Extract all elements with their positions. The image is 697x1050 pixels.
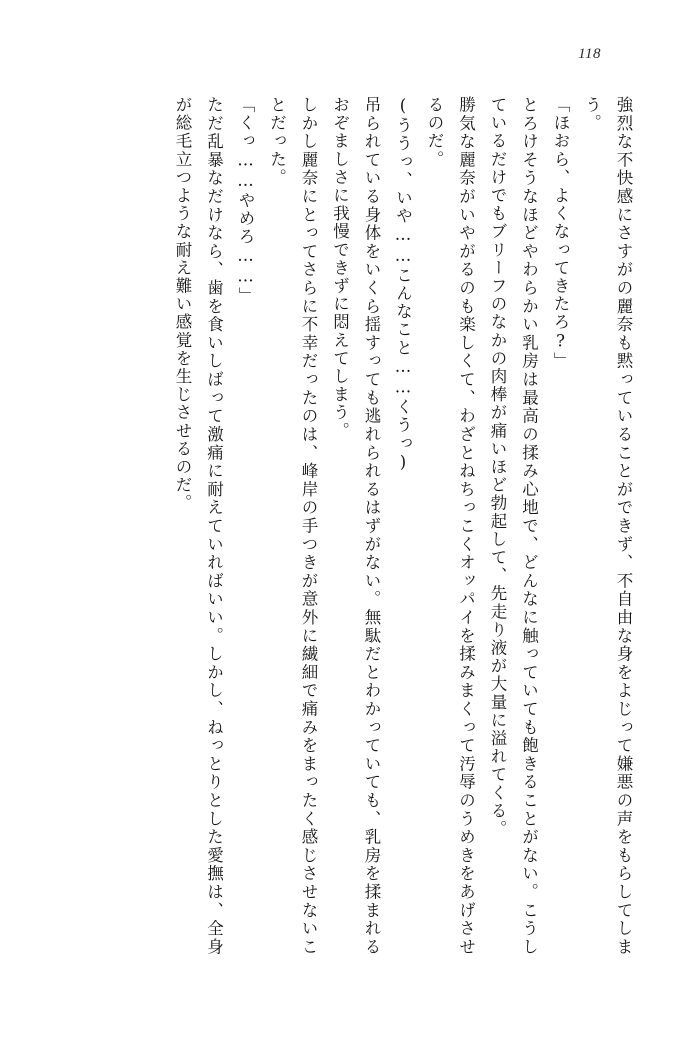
page-body-text: [58, 96, 639, 956]
paragraph: 吊られている身体をいくら揺すっても逃れられるはずがない。無駄だとわかっていても、乳房を揉まれるおぞましさに我慢できずに悶えてしまう。: [330, 96, 381, 956]
paragraph: ただ乱暴なだけなら、歯を食いしばって激痛に耐えていればいい。しかし、ねっとりとした愛撫は、全身が総毛立つような耐え難い感覚を生じさせるのだ。: [173, 96, 224, 956]
page-number: 118: [578, 46, 601, 62]
paragraph: (ううっ、いや……こんなこと……くうっ): [393, 96, 413, 473]
paragraph: 「ほおら、よくなってきたろ?」: [551, 96, 570, 370]
paragraph: 強烈な不快感にさすがの麗奈も黙っていることができず、不自由な身をよじって嫌悪の声をもらしてしまう。: [582, 96, 633, 956]
paragraph: とろけそうなほどやわらかい乳房は最高の揉み心地で、どんなに触っていても飽きることがない。こうしているだけでもブリーフのなかの肉棒が痛いほど勃起して、先走り液が大量に溢れてくる。: [488, 96, 539, 956]
paragraph: 勝気な麗奈がいやがるのも楽しくて、わざとねちっこくオッパイを揉みまくって汚辱のうめきをあげさせるのだ。: [425, 96, 476, 956]
paragraph: しかし麗奈にとってさらに不幸だったのは、峰岸の手つきが意外に繊細で痛みをまったく感じさせないことだった。: [267, 96, 318, 956]
paragraph: 「くっ……やめろ……」: [236, 96, 255, 306]
